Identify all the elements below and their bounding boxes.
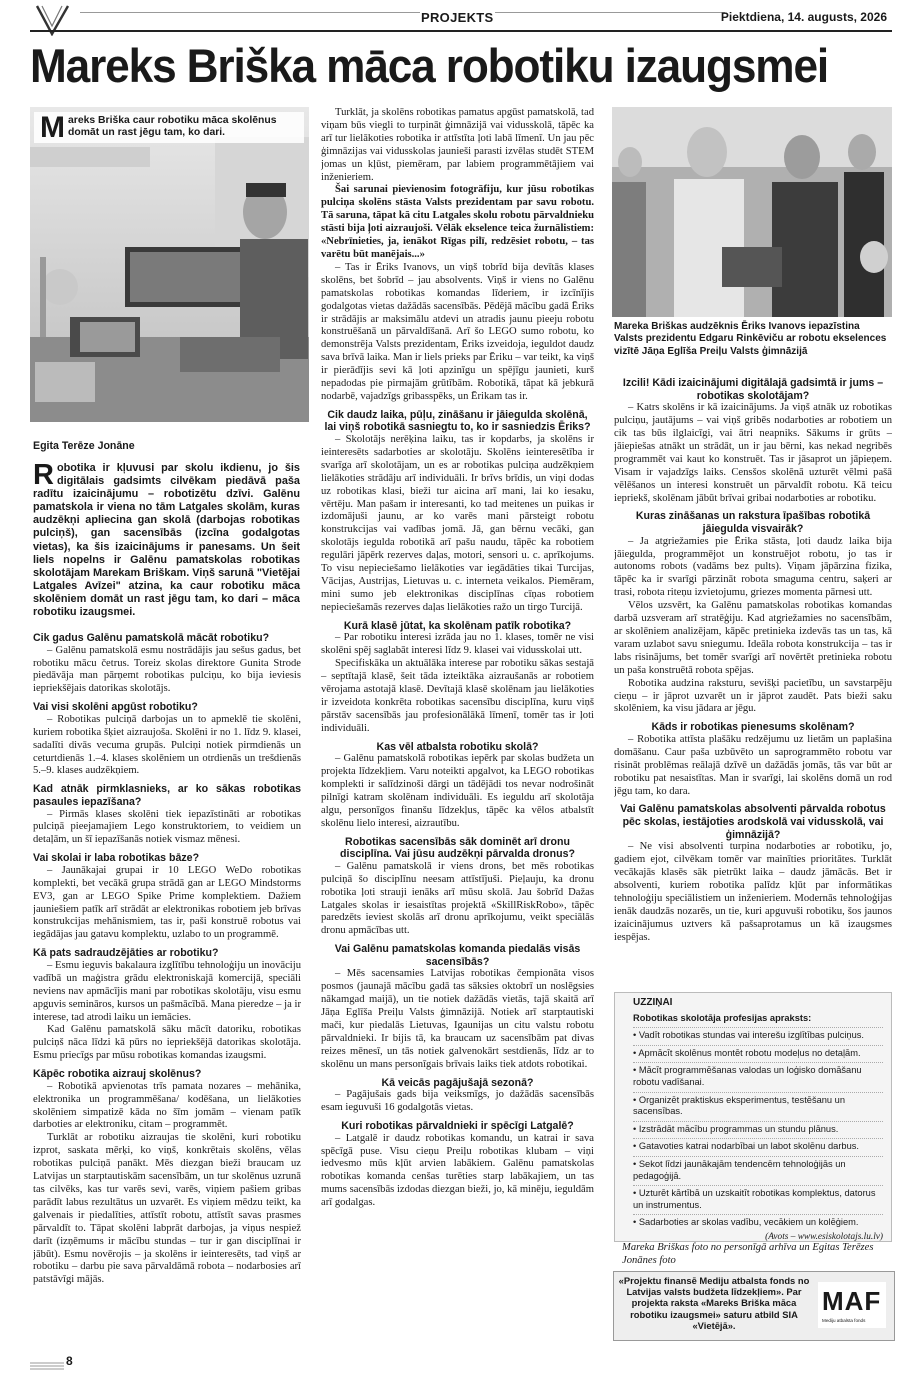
teacher-photo-caption: Mareks Briška caur robotiku māca skolēnus domāt un rast jēgu tam, ko dari. <box>34 112 304 143</box>
info-box-item: • Mācīt programmēšanas valodas un loģisko domāšanu robotu vadīšanai. <box>633 1062 883 1088</box>
article-paragraph: – Galēnu pamatskolā ir viens drons, bet mēs robotikas pulciņā šo disciplīnu neesam attīstījuši. Pieļauju, ka dronu robotika ļoti strauji ienāks arī mūsu skolā. Jau šobrīd Dažas Latgales skolas ir iesaistītas projektā «SkillRiskRobo», tāpēc paredzēts ieviest skolās arī dronu aprīkojumu, veikt speciālās dronu apmācības utt. <box>321 860 594 937</box>
bullet-icon: • <box>633 1217 639 1228</box>
byline: Egita Terēze Jonāne <box>33 440 135 452</box>
bullet-icon: • <box>633 1030 639 1041</box>
interview-question: Robotikas sacensībās sāk dominēt arī dronu disciplīna. Vai jūsu audzēkņi pārvalda dronus? <box>340 835 575 861</box>
section-label: PROJEKTS <box>421 10 494 25</box>
article-column-2 <box>321 107 594 1347</box>
interview-question: Izcili! Kādi izaicinājumi digitālajā gadsimtā ir jums – robotikas skolotājam? <box>622 377 884 402</box>
caption-dropcap: M <box>40 111 65 144</box>
funding-text: «Projektu finansē Mediju atbalsta fonds no Latvijas valsts budžeta līdzekļiem». Par projekta raksta «Mareks Briška māca robotiku izaugsmei» saturu atbild SIA «Vietējā». <box>618 1275 810 1331</box>
article-paragraph: – Mēs sacensamies Latvijas robotikas čempionāta visos posmos (jaunajā mācību gadā tas sāksies oktobrī un noslēgsies nākamgad maijā), un tie notiek dažādās vietās, tajā skaitā arī Jāņa Eglīša Preiļu Valsts ģimnāzijā. Notiek arī starptautiski mači, kur piedalās Lietuvas, Igaunijas un citu valstu robotu pārvaldnieki. Ir bijis tā, ka braucam uz sacensībām pat divas reizes mēnesī, un tās notiek galvenokārt sestdienās, līdz ar to skolēnu un mans personīgais brīvais laiks tiek atdots robotikai. <box>321 968 594 1070</box>
maf-logo-subtext: Mediju atbalsta fonds <box>822 1318 866 1323</box>
page-number-bar <box>30 1357 64 1365</box>
bold-paragraph: Šai sarunai pievienosim fotogrāfiju, kur jūsu robotikas pulciņa skolēns stāsta Valsts prezidentam par savu robotu. Tā saruna, tāpat kā citu Latgales skolu robotu pārvaldnieku stāsti bija ļoti aizraujoši. Vēlāk ekselence teica žurnālistiem: «Nebrīnieties, ja, ienākot Rīgas pilī, redzēsiet robotu, – tas varētu būt manējais...» <box>321 184 594 260</box>
header-rule-left <box>80 12 420 13</box>
interview-question: Vai skolai ir laba robotikas bāze? <box>33 852 200 865</box>
article-paragraph: – Tas ir Ēriks Ivanovs, un viņš tobrīd bija devītās klases skolēns, bet šobrīd – jau absolvents. Viņš ir viens no Galēnu pamatskolas robotikas komandas līderiem, ir izcīnījis godalgotas vietas dažādās sacensībās. Pēdējā mācību gadā Ēriks ir strādājis ar maksimālu atdevi un atradis jaunu pieeju robotu konstruēšanā un pārvaldīšanā. Arī šo LEGO sumo robotu, ko demonstrēja Valsts prezidentam, Ēriks izveidoja, ieguldot daudz sava brīvā laika. Man ir liels prieks par Ēriku – var teikt, ka viņš ir pierādījis sevi kā ļoti apzinīgu un spējīgu jaunieti, kurš nepadodas pie pirmajām grūtībām. Robotikā, tāpat kā jebkurā nodarbē, vajadzīgs gribasspēks, un Ērikam tas ir. <box>321 261 594 402</box>
lead-dropcap: R <box>33 459 54 491</box>
article-paragraph: – Ne visi absolventi turpina nodarboties ar robotiku, jo, gadiem ejot, cilvēkam tomēr var mainīties prioritātes. Turklāt vecākajās klasēs sāk pietrūkt laika – daudz jāmācās. Bet ir absolventi, kuriem robotika palīdz kļūt par informātikas tehnoloģiju speciālistiem un inženieriem. Modernās tehnoloģijas ienāk daudzās nozarēs, un tie, kuri apguvuši robotiku, šos jaunos izaicinājumus uztvers kā pašsaprotamus un kā izaugsmes iespējas. <box>614 841 892 943</box>
article-paragraph: – Robotikas pulciņā darbojas un to apmeklē tie skolēni, kuriem robotika šķiet aizraujoša. Skolēni ir no 1. līdz 9. klasei, sadalīti divās vecuma grupās. Pulciņi notiek pirmdienās un ceturtdienās 1.–4. klases skolēniem un otrdienās un trešdienās 5.–9. klases audzēkņiem. <box>33 713 301 777</box>
bullet-icon: • <box>633 1094 639 1105</box>
interview-question: Kuri robotikas pārvaldnieki ir spēcīgi Latgalē? <box>341 1120 574 1133</box>
bullet-icon: • <box>633 1141 639 1152</box>
photo-president-visit <box>612 107 892 317</box>
interview-question: Cik gadus Galēnu pamatskolā mācāt robotiku? <box>33 632 270 644</box>
info-box-source: (Avots – www.esiskolotajs.lu.lv) <box>765 1231 883 1242</box>
bullet-icon: • <box>633 1047 639 1058</box>
info-box-subtitle: Robotikas skolotāja profesijas apraksts: <box>633 1012 812 1023</box>
interview-question: Kāpēc robotika aizrauj skolēnus? <box>33 1068 202 1081</box>
maf-logo-text: MAF <box>822 1286 882 1316</box>
lead-paragraph: Robotika ir kļuvusi par skolu ikdienu, jo šis digitālais gadsimts cilvēkam piedāvā paša radītu izaicinājumu – robotizētu dzīvi. Galēnu pamatskola ir viena no tām Latgales skolām, kuras audzēkņi apliecina gan skolā (darbojas robotikas pulciņš), gan sacensībās (izcīna godalgotas vietas), ka šis izaicinājums ir panesams. Un šeit liels nopelns ir Galēnu pamatskolas robotikas skolotājam Marekam Briškam. Viņš sarunā "Vietējai Latgales Avīzei" atzina, ka caur robotiku māca skolēniem domāt un rast jēgu tam, ko dari – māca robotiku izaugsmei. <box>33 459 300 619</box>
headline: Mareks Briška māca robotiku izaugsmei <box>30 39 829 92</box>
info-box-item: • Sadarboties ar skolas vadību, vecākiem un kolēģiem. <box>633 1214 883 1229</box>
interview-question: Kā veicās pagājušajā sezonā? <box>381 1076 534 1089</box>
article-paragraph: – Esmu ieguvis bakalaura izglītību tehnoloģiju un inovāciju vadībā un maģistra grādu elektroniskajā komercijā, speciāli neviens nav apmācījis mani par robotikas skolotāju, visu esmu apguvis semināros, kursos un pašmācībā. Mana pieredze – ja ir interese, tad atrodi laiku un iemācies. <box>33 959 301 1023</box>
article-column-3 <box>614 372 892 990</box>
interview-question: Kā pats sadraudzējāties ar robotiku? <box>33 947 219 960</box>
interview-question: Kas vēl atbalsta robotiku skolā? <box>376 740 539 753</box>
info-box-item: • Vadīt robotikas stundas vai interešu izglītības pulciņus. <box>633 1027 883 1042</box>
info-box-item: • Izstrādāt mācību programmas un stundu plānus. <box>633 1121 883 1136</box>
article-paragraph: Specifiskāka un aktuālāka interese par robotiku sākas sestajā – septītajā klasē, šeit tāda izteiktāka aizraušanās ar robotiem vērojama astotajā klasē. Devītajā klasē skolēnam jau lielākoties ir izveidota konkrēta robotikas sacensību disciplīna, kuru viņš pārstāv sacensībās jau profesionālākā līmenī, tomēr tas ir ļoti individuāli. <box>321 658 594 734</box>
article-paragraph: Turklāt ar robotiku aizraujas tie skolēni, kuri robotiku izprot, saskata mērķi, ko viņš, konkrētais skolēns, vēlas robotikas pulciņā panākt. Mēs diezgan bieži braucam uz Latvijas un starptautiskām sacensībām, un tur skolēnus uzrunā tas cilvēks, kas tur varēs sevi, varēs, viņiem pašiem gribas parādīt labus rezultātus un uzvarēt. Es viņiem mēdzu teikt, ka galvenais ir piedalīties, attīstīt robotu, attīstīt savas prasmes pārvaldīt to. Tāpat skolēni labprāt darbojas, ja viņus nespiež darīt (izņēmums ir mācību stundas – tur ir gan disciplīnai ir jābūt). Esmu novērojis – ja skolēns ir ieinteresēts, tad viņš ar robotiku – darbu pie sava pārvaldāmā robota – nodarbosies arī patstāvīgi mājās. <box>33 1132 301 1286</box>
interview-question: Kāds ir robotikas pienesums skolēnam? <box>651 721 855 734</box>
info-box-list <box>615 1027 891 1229</box>
article-paragraph: – Robotika attīsta plašāku redzējumu uz lietām un paplašina domāšanu. Caur paša uzbūvēto un saprogrammēto robotu var risināt problēmas reālajā dzīvē un dažādās jomās, tās var būt ar robotiku pat nesaistītas. Man ir svarīgi, lai skolēns domā un rod jēgu tam, ko dara. <box>614 733 892 797</box>
info-box-item: • Uzturēt kārtībā un uzskaitīt robotikas komplektus, datorus un instrumentus. <box>633 1185 883 1211</box>
info-box-item: • Organizēt praktiskus eksperimentus, testēšanu un sacensības. <box>633 1092 883 1118</box>
article-paragraph: Vēlos uzsvērt, ka Galēnu pamatskolas robotikas komandas darbā uzsveram arī stratēģiju. Kad atgriežamies no sacensībām, ar skolēniem analizējam, kāpēc pretinieka izdevās tas un tas, kā varam uzlabot savu sniegumu. Ideāla robota konstrukcija – tas ir labs risinājums, bet tomēr svarīgi arī novērtēt pretinieka robotu un paša konstruētā robota spējas. <box>614 600 892 676</box>
header-rule-right <box>495 12 725 13</box>
bullet-icon: • <box>633 1188 639 1199</box>
photo-teacher <box>30 107 309 422</box>
interview-question: Vai Galēnu pamatskolas absolventi pārvalda robotus pēc skolas, iestājoties arodskolā vai vidusskolā, vai ģimnāzijā? <box>620 803 886 841</box>
teacher-photo-image <box>30 107 309 422</box>
interview-question: Vai Galēnu pamatskolas komanda piedalās visās sacensībās? <box>334 943 581 968</box>
interview-question: Kad atnāk pirmklasnieks, ar ko sākas robotikas pasaules iepazīšana? <box>33 783 301 808</box>
article-paragraph: – Par robotiku interesi izrāda jau no 1. klases, tomēr ne visi skolēni spēj saglabāt interesi līdz 9. klasei vai vidusskolai utt. <box>321 632 594 657</box>
president-photo-caption: Mareka Briškas audzēknis Ēriks Ivanovs iepazīstina Valsts prezidentu Edgaru Rinkēviču ar robotu ekselences vizītē Jāņa Eglīša Preiļu Valsts ģimnāzijā <box>614 321 887 357</box>
photo-credit: Mareka Briškas foto no personīgā arhīva un Egitas Terēzes Jonānes foto <box>622 1242 874 1266</box>
maf-logo <box>818 1282 886 1328</box>
bullet-icon: • <box>633 1158 639 1169</box>
info-box-item: • Apmācīt skolēnus montēt robotu modeļus no detaļām. <box>633 1045 883 1060</box>
issue-date: Piektdiena, 14. augusts, 2026 <box>720 10 887 24</box>
article-paragraph: – Robotikā apvienotas trīs pamata nozares – mehānika, elektronika un programmēšana/ kodēšana, un lielākoties skolēniem simpatizē kāda no šīm jomām – vienam patīk darboties ar elektroniku, citam – programmēt. <box>33 1080 301 1131</box>
info-box-item: • Gatavoties katrai nodarbībai un labot skolēnu darbus. <box>633 1138 883 1153</box>
header-rule <box>30 30 892 32</box>
article-paragraph: – Katrs skolēns ir kā izaicinājums. Ja viņš atnāk uz robotikas pulciņu, jautājums – vai viņš gribēs nodarboties ar robotiem un cik tas būs ilglaicīgi, vai ātri neapniks. Sākums ir grūts – jāiepiešas atnākt un strādāt, un ir jau bērni, kas nekad negribēs programmēt vai kaut ko konstruēt. Tas ir jāsaprot un jāpieņem. Visam ir vajadzīgs laiks. Censšos skolēnā uzturēt vēlmi pašā vēlēšanos un interesi konstruēt un pārvaldīt robotu. Kā teicu iepriekš, skolēnam jābūt brīvai gribai nodarboties ar robotiku. <box>614 402 892 504</box>
page-number: 8 <box>66 1354 73 1368</box>
info-box-item: • Sekot līdzi jaunākajām tendencēm tehnoloģijās un pedagoģijā. <box>633 1156 883 1182</box>
interview-question: Vai visi skolēni apgūst robotiku? <box>33 701 198 714</box>
president-photo-image <box>612 107 892 317</box>
interview-question: Kuras zināšanas un rakstura īpašības robotikā jāiegulda visvairāk? <box>635 510 871 536</box>
article-paragraph: – Skolotājs nerēķina laiku, tas ir kopdarbs, ja skolēns ir ieinteresēts sadarboties ar skolotāju. Skolēns ieinteresētība ir svarīga arī skolotājam, un es ar robotikas pulciņa audzēkņiem lielākoties strādāju arī individuāli. Ir brīvs brīdis, un viņi dodas uz robotikas klasi, bieži tur aicina arī mani, lai ko iesaku, vērtēju. Man pašam ir interesanti, ko tad meitenes un puikas ir izdomājuši jaunu, ar ko varēs mani pārsteigt robotu konstrukcijas vai vadības jomā. Jā, gan bērnu vecāki, gan skolotājs iegulda robotikā arī pašu naudu, tāpēc ka robotiem regulāri jāpērk rezerves daļas, motori, sensori u. c. aprīkojums. To visu nepieciešamo lielākoties var iegādāties tikai Turcijas, Vācijas, Austrijas, Lietuvas u. c. interneta veikalos. Piemēram, mini sumo jeb elektronikas disciplīnas cīņas robotiem nepieciešamās rezerves daļas lielākoties ražo un tirgo Turcijā. <box>321 434 594 613</box>
article-paragraph: Turklāt, ja skolēns robotikas pamatus apgūst pamatskolā, tad viņam būs viegli to turpināt ģimnāzijā vai vidusskolā, tāpēc ka arī tur lielākoties robotika ir attīstīta ļoti labā līmenī. Un jau pēc ģimnāzijas vai vidusskolas jaunieši parasti izvēlas studēt STEM jomas un kļūst, piemēram, par labiem programmētājiem vai inženieriem. <box>321 107 594 183</box>
info-box <box>614 992 892 1242</box>
article-paragraph: – Galēnu pamatskolā esmu nostrādājis jau sešus gadus, bet robotiku mācu četrus. Toreiz skolas direktore Gunita Strode piedāvāja man pārņemt robotikas pulciņu, ko bija ieviesis iepriekšējais datorikas skolotājs. <box>33 644 301 695</box>
bullet-icon: • <box>633 1065 639 1076</box>
article-paragraph: – Jaunākajai grupai ir 10 LEGO WeDo robotikas komplekti, bet vecākā grupa strādā gan ar LEGO Mindstorms EV3, gan ar LEGO Spike Prime komplektiem. Dažiem jauniešiem patīk arī strādāt ar elektronikas robotiem jeb brīvas konstrukcijas mehānismiem, tas ir, paši konstruē robotus vai iegādājas jau gatavu komplektu, uzlabo to un programmē. <box>33 864 301 941</box>
article-paragraph: – Pirmās klases skolēni tiek iepazīstināti ar robotikas pulciņā pieejamajiem Lego konstruktoriem, to veidiem un detaļām, un šī iepazīšanās notiek vismaz mēnesi. <box>33 808 301 846</box>
bullet-icon: • <box>633 1123 639 1134</box>
article-paragraph: Robotika audzina raksturu, sevišķi pacietību, un savstarpēju cieņu – ir jāprot uzvarēt un ir jāprot zaudēt. Pats bieži saku skolēniem, ka visu jādara ar jēgu. <box>614 677 892 715</box>
article-paragraph: – Ja atgriežamies pie Ērika stāsta, ļoti daudz laika bija jāiegulda, programmējot un konstruējot robotu, jo tas ir autonoms robots (vadāms bez pults). Viņam jāpārzina fizika, tāpēc ka ir svarīgi pārzināt robota smaguma centru, saķeri ar trasi, robota riteņu izvietojumu, griezes momenta pārnesi utt. <box>614 535 892 599</box>
info-box-title: UZZIŅAI <box>633 997 673 1008</box>
article-paragraph: – Pagājušais gads bija veiksmīgs, jo dažādās sacensībās esam ieguvuši 16 godalgotās vietas. <box>321 1089 594 1114</box>
article-paragraph: Kad Galēnu pamatskolā sāku mācīt datoriku, robotikas pulciņš nāca līdzi kā pūrs no iepriekšējā datorikas skolotāja. Esmu priecīgs par mūsu robotikas komandas izaugsmi. <box>33 1024 301 1062</box>
interview-question: Cik daudz laika, pūļu, zināšanu ir jāiegulda skolēnā, lai viņš robotikā sasniegtu to, ko ir sasniedzis Ēriks? <box>324 408 591 434</box>
interview-question: Kurā klasē jūtat, ka skolēnam patīk robotika? <box>343 619 572 632</box>
article-column-1 <box>33 627 301 1347</box>
article-paragraph: – Latgalē ir daudz robotikas komandu, un katrai ir sava spēcīgā puse. Visu cieņu Preiļu robotikas klubam – viņi iedvesmo mūs kļūt arvien labākiem. Galēnu pamatskolas robotikas komanda cenšas turēties starp labākajiem, un tas mums sacensībās izdodas diezgan bieži, jo, kā minēju, ieguldām arī godalgas. <box>321 1132 594 1209</box>
article-paragraph: – Galēnu pamatskolā robotikas iepērk par skolas budžeta un projekta līdzekļiem. Varu noteikti apgalvot, ka LEGO robotikas komplekti ir salīdzinoši dārgi un tādējādi tos nevar nodrošināt pilnīgi katram skolēnam individuāli. Es ieguldu arī skolotāja algu, personīgos finanšu līdzekļus, tāpēc ka vēlos atbalstīt skolēnu lielo interesi, aizrautību. <box>321 753 594 829</box>
